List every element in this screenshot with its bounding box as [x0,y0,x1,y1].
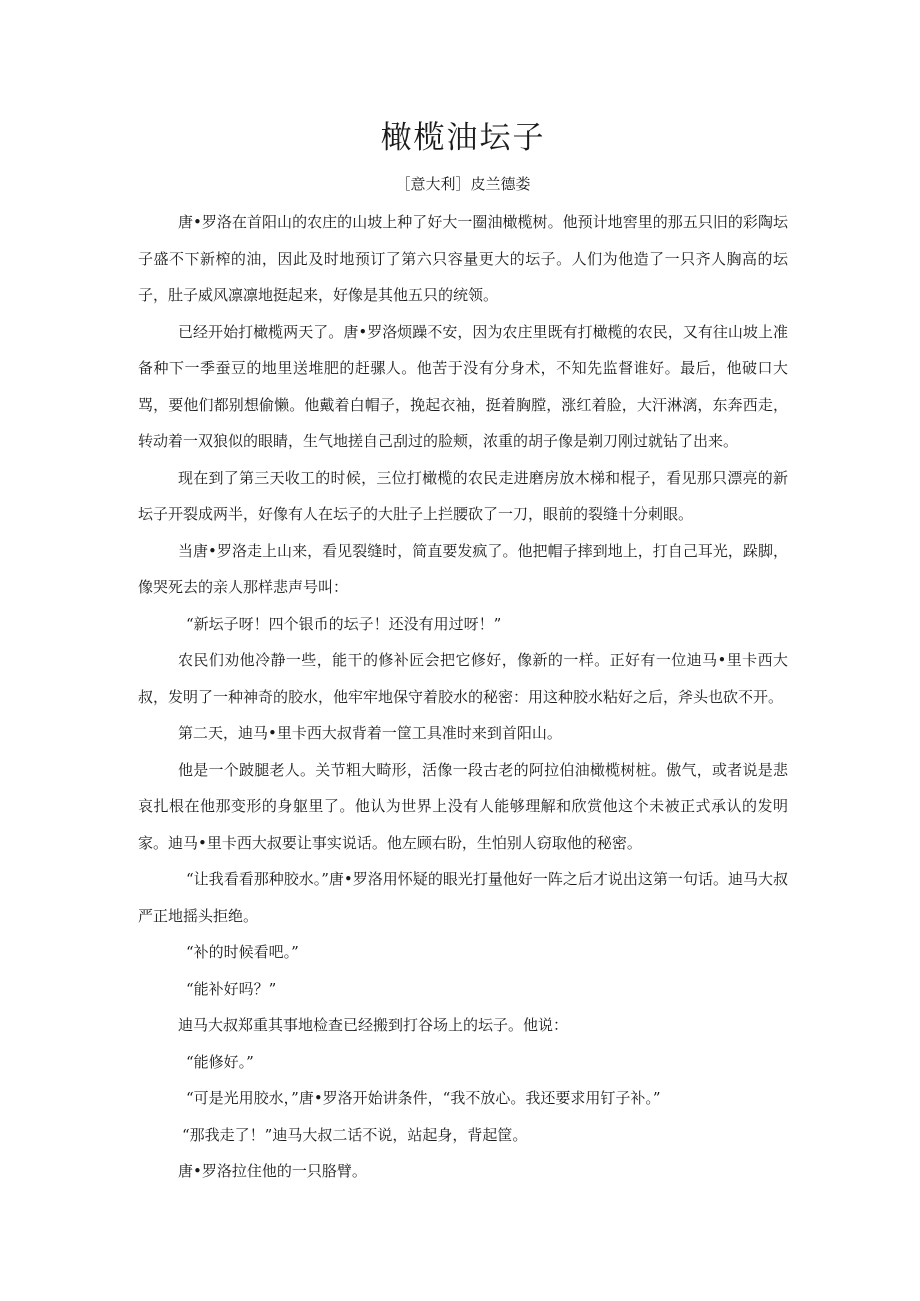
paragraph: 第二天，迪马•里卡西大叔背着一筐工具准时来到首阳山。 [178,724,562,742]
dialogue-line: “新坛子呀！四个银币的坛子！还没有用过呀！” [186,614,502,633]
paragraph: 农民们劝他冷静一些，能干的修补匠会把它修好，像新的一样。正好有一位迪马•里卡西大叔，发明了一种神奇的胶水，他牢牢地保守着胶水的秘密：用这种胶水粘好之后，斧头也砍不开。 [138,651,788,706]
dialogue-line: “可是光用胶水，”唐•罗洛开始讲条件，“我不放心。我还要求用钉子补。” [186,1089,661,1107]
story-body [138,204,788,1190]
paragraph: 唐•罗洛在首阳山的农庄的山坡上种了好大一圈油橄榄树。他预计地窖里的那五只旧的彩陶坛子盛不下新榨的油，因此及时地预订了第六只容量更大的坛子。人们为他造了一只齐人胸高的坛子，肚子威风凛凛地挺起来，好像是其他五只的统领。 [138,213,788,304]
paragraph: 现在到了第三天收工的时候，三位打橄榄的农民走进磨房放木梯和棍子，看见那只漂亮的新坛子开裂成两半，好像有人在坛子的大肚子上拦腰砍了一刀，眼前的裂缝十分刺眼。 [138,468,788,523]
dialogue-line: “那我走了！”迪马大叔二话不说，站起身，背起筐。 [182,1125,528,1144]
dialogue-line: “能修好。” [186,1052,254,1071]
dialogue-line: “能补好吗？” [186,979,277,998]
dialogue-line: “让我看看那种胶水。”唐•罗洛用怀疑的眼光打量他好一阵之后才说出这第一句话。迪马大叔严正地摇头拒绝。 [138,870,788,925]
paragraph: 唐•罗洛拉住他的一只胳臂。 [178,1162,367,1180]
paragraph: 迪马大叔郑重其事地检查已经搬到打谷场上的坛子。他说： [178,1016,569,1034]
dialogue-line: “补的时候看吧。” [186,943,299,961]
paragraph: 他是一个跛腿老人。关节粗大畸形，活像一段古老的阿拉伯油橄榄树桩。傲气，或者说是悲哀扎根在他那变形的身躯里了。他认为世界上没有人能够理解和欣赏他这个未被正式承认的发明家。迪马•里卡西大叔要让事实说话。他左顾右盼，生怕别人窃取他的秘密。 [138,760,788,852]
page-title: 橄榄油坛子 [380,120,546,156]
paragraph: 当唐•罗洛走上山来，看见裂缝时，简直要发疯了。他把帽子摔到地上，打自己耳光，跺脚，像哭死去的亲人那样悲声号叫： [138,541,788,596]
author-line: ［意大利］皮兰德娄 [395,175,531,193]
paragraph: 已经开始打橄榄两天了。唐•罗洛烦躁不安，因为农庄里既有打橄榄的农民，又有往山坡上准备种下一季蚕豆的地里送堆肥的赶骡人。他苦于没有分身术，不知先监督谁好。最后，他破口大骂，要他们都别想偷懒。他戴着白帽子，挽起衣袖，挺着胸膛，涨红着脸，大汗淋漓，东奔西走，转动着一双狼似的眼睛，生气地搓自己刮过的脸颊，浓重的胡子像是剃刀刚过就钻了出来。 [138,322,788,450]
